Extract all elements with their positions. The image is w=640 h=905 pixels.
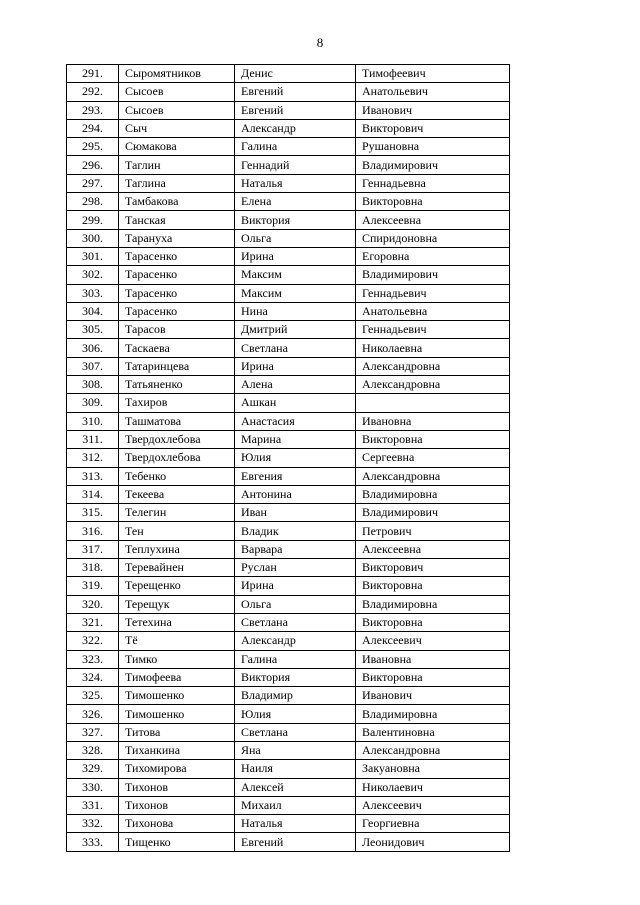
first-name-cell: Яна [235, 741, 356, 759]
patronymic-cell: Геннадьевич [356, 321, 510, 339]
first-name-cell: Евгений [235, 83, 356, 101]
last-name-cell: Таглин [119, 156, 235, 174]
row-number-cell: 294. [67, 119, 119, 137]
table-row [67, 266, 510, 284]
table-row [67, 193, 510, 211]
last-name-cell: Тахиров [119, 394, 235, 412]
table-row [67, 229, 510, 247]
patronymic-cell: Алексеевна [356, 540, 510, 558]
row-number-cell: 299. [67, 211, 119, 229]
last-name-cell: Таглина [119, 174, 235, 192]
last-name-cell: Тихонова [119, 815, 235, 833]
table-row [67, 833, 510, 851]
first-name-cell: Руслан [235, 559, 356, 577]
last-name-cell: Татаринцева [119, 357, 235, 375]
last-name-cell: Тарасенко [119, 284, 235, 302]
row-number-cell: 325. [67, 687, 119, 705]
table-row [67, 119, 510, 137]
table-row [67, 815, 510, 833]
table-row [67, 778, 510, 796]
row-number-cell: 303. [67, 284, 119, 302]
row-number-cell: 307. [67, 357, 119, 375]
table-row [67, 485, 510, 503]
patronymic-cell: Викторович [356, 119, 510, 137]
row-number-cell: 313. [67, 467, 119, 485]
last-name-cell: Сысоев [119, 101, 235, 119]
row-number-cell: 317. [67, 540, 119, 558]
patronymic-cell: Тимофеевич [356, 65, 510, 83]
patronymic-cell: Александровна [356, 376, 510, 394]
table-row [67, 302, 510, 320]
patronymic-cell: Владимировна [356, 485, 510, 503]
first-name-cell: Ирина [235, 247, 356, 265]
patronymic-cell: Алексеевич [356, 632, 510, 650]
table-row [67, 559, 510, 577]
last-name-cell: Тебенко [119, 467, 235, 485]
row-number-cell: 300. [67, 229, 119, 247]
patronymic-cell: Рушановна [356, 138, 510, 156]
table-row [67, 668, 510, 686]
first-name-cell: Юлия [235, 449, 356, 467]
table-row [67, 211, 510, 229]
first-name-cell: Ольга [235, 595, 356, 613]
table-row [67, 723, 510, 741]
table-row [67, 449, 510, 467]
patronymic-cell: Леонидович [356, 833, 510, 851]
last-name-cell: Тарануха [119, 229, 235, 247]
row-number-cell: 305. [67, 321, 119, 339]
last-name-cell: Титова [119, 723, 235, 741]
first-name-cell: Владимир [235, 687, 356, 705]
last-name-cell: Теплухина [119, 540, 235, 558]
row-number-cell: 322. [67, 632, 119, 650]
patronymic-cell: Викторовна [356, 577, 510, 595]
row-number-cell: 328. [67, 741, 119, 759]
first-name-cell: Виктория [235, 211, 356, 229]
first-name-cell: Максим [235, 284, 356, 302]
row-number-cell: 304. [67, 302, 119, 320]
last-name-cell: Ташматова [119, 412, 235, 430]
patronymic-cell: Николаевич [356, 778, 510, 796]
first-name-cell: Виктория [235, 668, 356, 686]
table-row [67, 577, 510, 595]
table-row [67, 595, 510, 613]
table-row [67, 174, 510, 192]
row-number-cell: 310. [67, 412, 119, 430]
last-name-cell: Сюмакова [119, 138, 235, 156]
first-name-cell: Алена [235, 376, 356, 394]
row-number-cell: 329. [67, 760, 119, 778]
table-row [67, 540, 510, 558]
table-row [67, 101, 510, 119]
row-number-cell: 316. [67, 522, 119, 540]
names-table-body [67, 65, 510, 852]
first-name-cell: Михаил [235, 796, 356, 814]
row-number-cell: 311. [67, 430, 119, 448]
table-row [67, 705, 510, 723]
last-name-cell: Сысоев [119, 83, 235, 101]
patronymic-cell: Викторович [356, 559, 510, 577]
last-name-cell: Текеева [119, 485, 235, 503]
patronymic-cell: Егоровна [356, 247, 510, 265]
first-name-cell: Ирина [235, 357, 356, 375]
last-name-cell: Тихонов [119, 796, 235, 814]
patronymic-cell: Геннадьевна [356, 174, 510, 192]
first-name-cell: Юлия [235, 705, 356, 723]
first-name-cell: Геннадий [235, 156, 356, 174]
first-name-cell: Ольга [235, 229, 356, 247]
table-row [67, 650, 510, 668]
table-row [67, 394, 510, 412]
table-row [67, 632, 510, 650]
names-table [66, 64, 510, 852]
last-name-cell: Терещук [119, 595, 235, 613]
patronymic-cell: Спиридоновна [356, 229, 510, 247]
patronymic-cell: Валентиновна [356, 723, 510, 741]
last-name-cell: Твердохлебова [119, 449, 235, 467]
table-row [67, 522, 510, 540]
first-name-cell: Наталья [235, 815, 356, 833]
last-name-cell: Таскаева [119, 339, 235, 357]
last-name-cell: Тё [119, 632, 235, 650]
row-number-cell: 295. [67, 138, 119, 156]
first-name-cell: Светлана [235, 613, 356, 631]
table-row [67, 357, 510, 375]
table-row [67, 339, 510, 357]
patronymic-cell: Викторовна [356, 668, 510, 686]
patronymic-cell: Викторовна [356, 613, 510, 631]
last-name-cell: Тимофеева [119, 668, 235, 686]
row-number-cell: 297. [67, 174, 119, 192]
patronymic-cell: Викторовна [356, 430, 510, 448]
first-name-cell: Алексей [235, 778, 356, 796]
patronymic-cell: Ивановна [356, 650, 510, 668]
table-row [67, 760, 510, 778]
patronymic-cell [356, 394, 510, 412]
first-name-cell: Денис [235, 65, 356, 83]
last-name-cell: Твердохлебова [119, 430, 235, 448]
patronymic-cell: Закуановна [356, 760, 510, 778]
patronymic-cell: Владимирович [356, 504, 510, 522]
table-row [67, 156, 510, 174]
first-name-cell: Наталья [235, 174, 356, 192]
table-row [67, 467, 510, 485]
last-name-cell: Тимошенко [119, 687, 235, 705]
page-number: 8 [316, 35, 324, 50]
patronymic-cell: Петрович [356, 522, 510, 540]
patronymic-cell: Геннадьевич [356, 284, 510, 302]
first-name-cell: Ашкан [235, 394, 356, 412]
row-number-cell: 323. [67, 650, 119, 668]
row-number-cell: 326. [67, 705, 119, 723]
first-name-cell: Александр [235, 119, 356, 137]
table-row [67, 65, 510, 83]
row-number-cell: 296. [67, 156, 119, 174]
table-row [67, 321, 510, 339]
patronymic-cell: Алексеевич [356, 796, 510, 814]
first-name-cell: Иван [235, 504, 356, 522]
first-name-cell: Антонина [235, 485, 356, 503]
table-row [67, 504, 510, 522]
last-name-cell: Телегин [119, 504, 235, 522]
patronymic-cell: Иванович [356, 101, 510, 119]
row-number-cell: 333. [67, 833, 119, 851]
first-name-cell: Светлана [235, 723, 356, 741]
row-number-cell: 298. [67, 193, 119, 211]
row-number-cell: 308. [67, 376, 119, 394]
patronymic-cell: Сергеевна [356, 449, 510, 467]
table-row [67, 796, 510, 814]
last-name-cell: Тарасенко [119, 302, 235, 320]
last-name-cell: Теревайнен [119, 559, 235, 577]
table-row [67, 613, 510, 631]
row-number-cell: 312. [67, 449, 119, 467]
last-name-cell: Тетехина [119, 613, 235, 631]
patronymic-cell: Александровна [356, 467, 510, 485]
patronymic-cell: Ивановна [356, 412, 510, 430]
last-name-cell: Сыч [119, 119, 235, 137]
row-number-cell: 315. [67, 504, 119, 522]
patronymic-cell: Владимирович [356, 156, 510, 174]
row-number-cell: 301. [67, 247, 119, 265]
first-name-cell: Максим [235, 266, 356, 284]
table-row [67, 284, 510, 302]
last-name-cell: Танская [119, 211, 235, 229]
patronymic-cell: Анатольевич [356, 83, 510, 101]
patronymic-cell: Алексеевна [356, 211, 510, 229]
last-name-cell: Тамбакова [119, 193, 235, 211]
row-number-cell: 291. [67, 65, 119, 83]
first-name-cell: Анастасия [235, 412, 356, 430]
last-name-cell: Тарасенко [119, 247, 235, 265]
patronymic-cell: Анатольевна [356, 302, 510, 320]
patronymic-cell: Иванович [356, 687, 510, 705]
last-name-cell: Тиханкина [119, 741, 235, 759]
last-name-cell: Тарасенко [119, 266, 235, 284]
last-name-cell: Сыромятников [119, 65, 235, 83]
row-number-cell: 330. [67, 778, 119, 796]
row-number-cell: 332. [67, 815, 119, 833]
first-name-cell: Евгения [235, 467, 356, 485]
row-number-cell: 320. [67, 595, 119, 613]
last-name-cell: Тихонов [119, 778, 235, 796]
first-name-cell: Варвара [235, 540, 356, 558]
table-row [67, 376, 510, 394]
patronymic-cell: Викторовна [356, 193, 510, 211]
patronymic-cell: Владимирович [356, 266, 510, 284]
first-name-cell: Елена [235, 193, 356, 211]
row-number-cell: 319. [67, 577, 119, 595]
row-number-cell: 318. [67, 559, 119, 577]
last-name-cell: Тимошенко [119, 705, 235, 723]
row-number-cell: 293. [67, 101, 119, 119]
last-name-cell: Тен [119, 522, 235, 540]
first-name-cell: Галина [235, 650, 356, 668]
row-number-cell: 321. [67, 613, 119, 631]
patronymic-cell: Александровна [356, 357, 510, 375]
patronymic-cell: Георгиевна [356, 815, 510, 833]
patronymic-cell: Владимировна [356, 705, 510, 723]
first-name-cell: Наиля [235, 760, 356, 778]
first-name-cell: Светлана [235, 339, 356, 357]
table-row [67, 247, 510, 265]
table-row [67, 741, 510, 759]
patronymic-cell: Владимировна [356, 595, 510, 613]
table-row [67, 430, 510, 448]
first-name-cell: Александр [235, 632, 356, 650]
table-row [67, 412, 510, 430]
table-row [67, 138, 510, 156]
first-name-cell: Дмитрий [235, 321, 356, 339]
first-name-cell: Галина [235, 138, 356, 156]
row-number-cell: 306. [67, 339, 119, 357]
table-row [67, 83, 510, 101]
row-number-cell: 327. [67, 723, 119, 741]
first-name-cell: Марина [235, 430, 356, 448]
first-name-cell: Владик [235, 522, 356, 540]
row-number-cell: 331. [67, 796, 119, 814]
row-number-cell: 292. [67, 83, 119, 101]
last-name-cell: Тимко [119, 650, 235, 668]
row-number-cell: 324. [67, 668, 119, 686]
table-row [67, 687, 510, 705]
first-name-cell: Евгений [235, 101, 356, 119]
first-name-cell: Ирина [235, 577, 356, 595]
row-number-cell: 314. [67, 485, 119, 503]
last-name-cell: Тищенко [119, 833, 235, 851]
patronymic-cell: Александровна [356, 741, 510, 759]
first-name-cell: Евгений [235, 833, 356, 851]
last-name-cell: Тихомирова [119, 760, 235, 778]
last-name-cell: Терещенко [119, 577, 235, 595]
first-name-cell: Нина [235, 302, 356, 320]
patronymic-cell: Николаевна [356, 339, 510, 357]
row-number-cell: 302. [67, 266, 119, 284]
last-name-cell: Татьяненко [119, 376, 235, 394]
last-name-cell: Тарасов [119, 321, 235, 339]
row-number-cell: 309. [67, 394, 119, 412]
